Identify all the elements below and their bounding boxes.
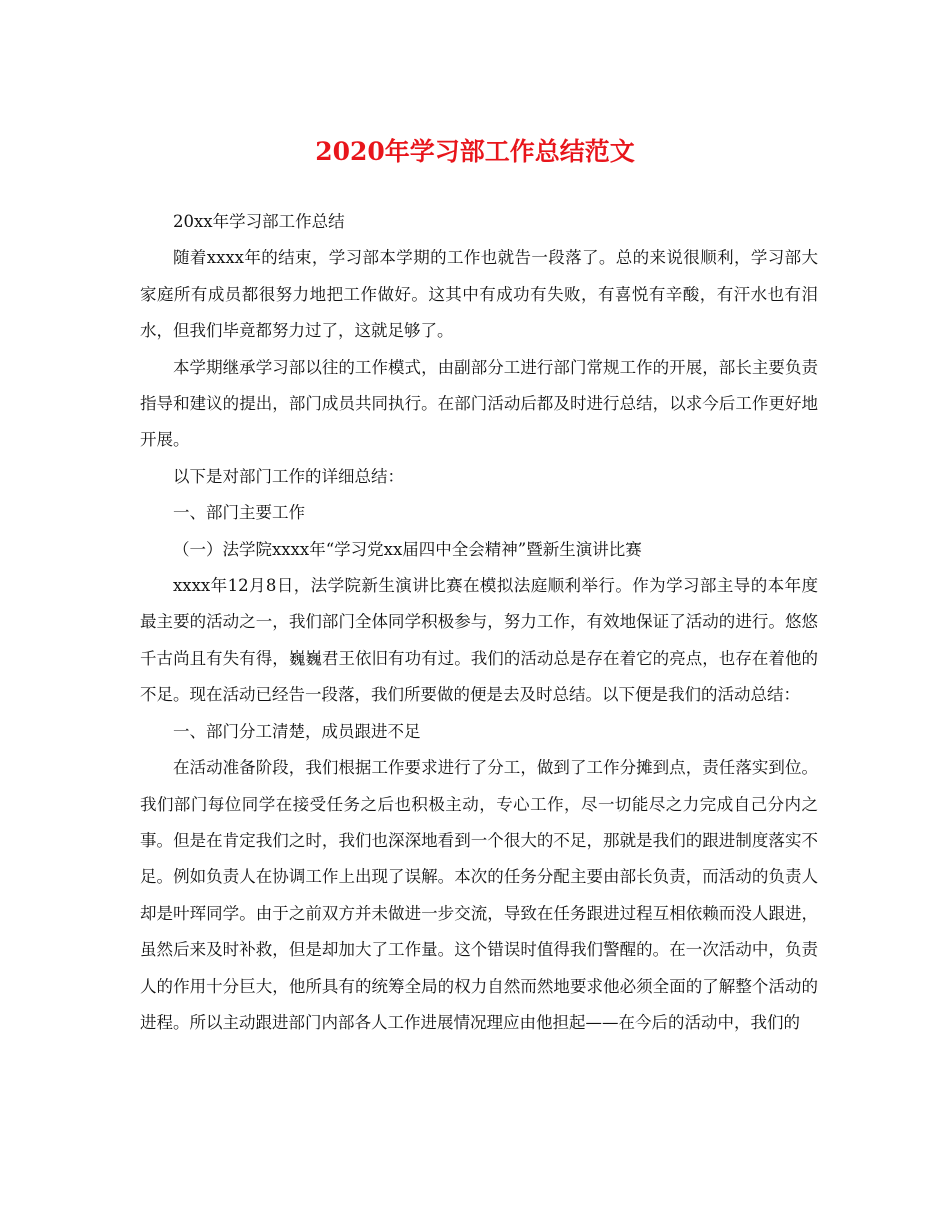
document-body xyxy=(140,204,818,1041)
paragraph-summary-lead: 以下是对部门工作的详细总结： xyxy=(173,466,404,486)
paragraph-subtitle: 20xx年学习部工作总结 xyxy=(173,212,345,231)
section-heading-main-work: 一、部门主要工作 xyxy=(173,503,305,523)
section-heading-division-of-labor: 一、部门分工清楚，成员跟进不足 xyxy=(173,721,421,741)
paragraph-division-details: 在活动准备阶段，我们根据工作要求进行了分工，做到了工作分摊到点，责任落实到位。我们部门每位同学在接受任务之后也积极主动，专心工作，尽一切能尽之力完成自己分内之事。但是在肯定我们之时，我们也深深地看到一个很大的不足，那就是我们的跟进制度落实不足。例如负责人在协调工作上出现了误解。本次的任务分配主要由部长负责，而活动的负责人却是叶珲同学。由于之前双方并未做进一步交流，导致在任务跟进过程互相依赖而没人跟进，虽然后来及时补救，但是却加大了工作量。这个错误时值得我们警醒的。在一次活动中，负责人的作用十分巨大，他所具有的统筹全局的权力自然而然地要求他必须全面的了解整个活动的进程。所以主动跟进部门内部各人工作进展情况理应由他担起——在今后的活动中，我们的 xyxy=(140,758,818,1032)
paragraph-intro: 随着xxxx年的结束，学习部本学期的工作也就告一段落了。总的来说很顺利，学习部大家庭所有成员都很努力地把工作做好。这其中有成功有失败，有喜悦有辛酸，有汗水也有泪水，但我们毕竟都努力过了，这就足够了。 xyxy=(140,248,818,341)
paragraph-work-mode: 本学期继承学习部以往的工作模式，由副部分工进行部门常规工作的开展，部长主要负责指导和建议的提出，部门成员共同执行。在部门活动后都及时进行总结，以求今后工作更好地开展。 xyxy=(140,357,818,450)
paragraph-contest-description: xxxx年12月8日，法学院新生演讲比赛在模拟法庭顺利举行。作为学习部主导的本年度最主要的活动之一，我们部门全体同学积极参与，努力工作，有效地保证了活动的进行。悠悠千古尚且有失有得，巍巍君王依旧有功有过。我们的活动总是存在着它的亮点，也存在着他的不足。现在活动已经告一段落，我们所要做的便是去及时总结。以下便是我们的活动总结： xyxy=(140,576,818,705)
document-title: 2020年学习部工作总结范文 xyxy=(315,137,635,166)
subsection-heading-speech-contest: （一）法学院xxxx年“学习党xx届四中全会精神”暨新生演讲比赛 xyxy=(173,539,642,559)
